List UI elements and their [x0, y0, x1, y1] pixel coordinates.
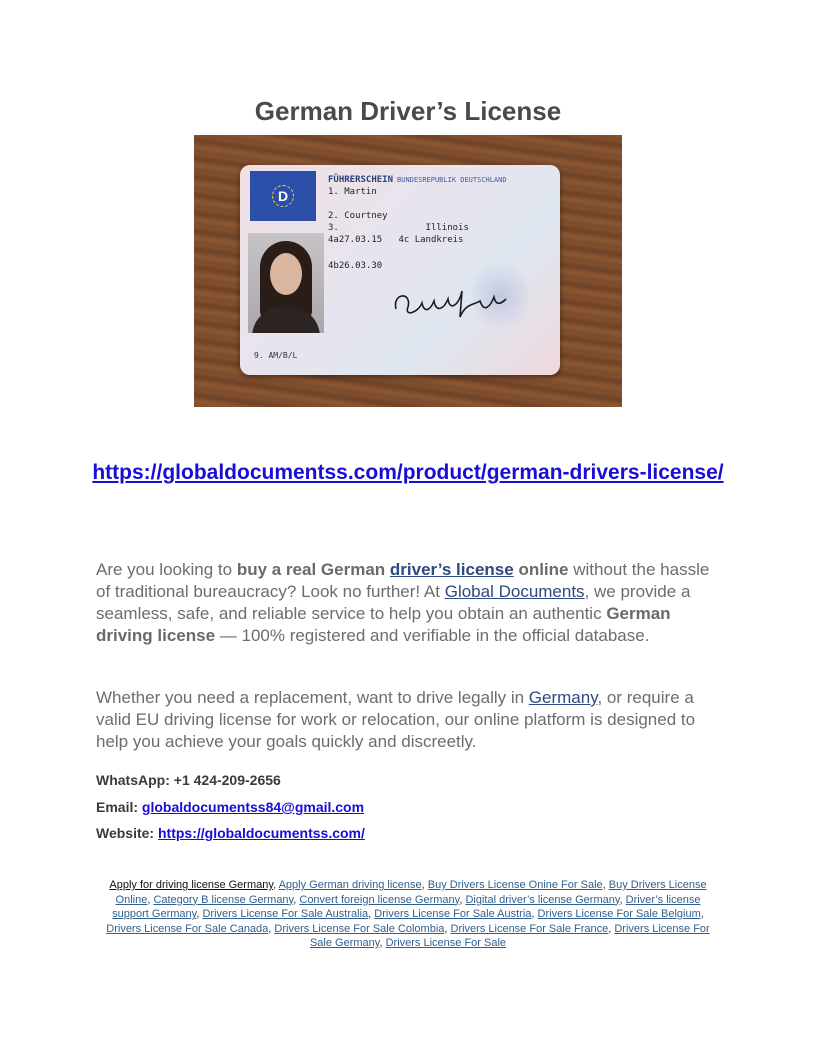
intro-text-4: — 100% registered and verifiable in the official database. [215, 626, 650, 645]
product-link[interactable]: https://globaldocumentss.com/product/german-drivers-license/ [92, 461, 724, 484]
tag-link[interactable]: Drivers License For Sale Germany [309, 922, 710, 949]
country-letter: D [272, 185, 294, 207]
license-card [240, 165, 560, 375]
tag-separator: , [608, 922, 615, 935]
tag-separator: , [268, 922, 275, 935]
whatsapp-line [96, 772, 281, 788]
intro-bold-1: buy a real German [236, 560, 386, 579]
website-label: Website: [96, 825, 158, 841]
tag-separator: , [293, 893, 300, 906]
card-header-sub: BUNDESREPUBLIK DEUTSCHLAND [397, 176, 507, 184]
tag-link[interactable]: Buy Drivers License Onine For Sale [427, 879, 603, 891]
card-line-1: 1. Martin [328, 187, 377, 197]
card-category-code: 9. AM/B/L [254, 351, 298, 360]
whatsapp-label: WhatsApp: [96, 772, 174, 788]
card-line-2: 2. Courtney [328, 211, 388, 221]
license-photo [194, 135, 622, 407]
tag-link[interactable]: Buy Drivers License Online [115, 879, 707, 906]
card-header [328, 175, 507, 185]
tag-link[interactable]: Drivers License For Sale Australia [202, 908, 369, 920]
page-title: German Driver’s License [254, 96, 562, 126]
intro-text-1: Are you looking to [96, 560, 237, 579]
tag-separator: , [379, 937, 386, 949]
drivers-license-link[interactable]: driver’s license [389, 560, 514, 579]
second-text-1: Whether you need a replacement, want to drive legally in [96, 688, 529, 707]
tag-link[interactable]: Driver’s license support Germany [112, 893, 701, 920]
tag-link[interactable]: Digital driver’s license Germany [465, 893, 620, 906]
tag-separator: , [421, 879, 428, 891]
tag-link[interactable]: Drivers License For Sale Belgium [537, 908, 701, 920]
email-link[interactable]: globaldocumentss84@gmail.com [141, 799, 365, 815]
website-line [96, 825, 365, 841]
tag-separator: , [459, 893, 466, 906]
tag-separator: , [700, 908, 704, 920]
tag-separator: , [273, 879, 279, 891]
tag-separator: , [147, 893, 154, 906]
card-line-4: 4a27.03.15 4c Landkreis [328, 235, 464, 245]
card-line-5: 4b26.03.30 [328, 261, 383, 271]
tag-link[interactable]: Drivers License For Sale Austria [374, 908, 532, 920]
card-header-title: FÜHRERSCHEIN [328, 175, 394, 185]
tag-separator: , [444, 922, 451, 935]
tag-separator: , [619, 893, 626, 906]
tag-separator: , [196, 908, 203, 920]
email-line [96, 799, 364, 815]
second-text-2: , or require a valid EU driving license for work or relocation, our online platform is designed to help you achieve your goals quickly and discreetly. [96, 688, 696, 751]
intro-paragraph [96, 559, 721, 647]
tag-link[interactable]: Drivers License For Sale [385, 937, 507, 949]
second-paragraph [96, 687, 721, 753]
portrait-photo [248, 233, 324, 333]
tag-link[interactable]: Drivers License For Sale Colombia [274, 922, 445, 935]
tag-link[interactable]: Convert foreign license Germany [299, 893, 460, 906]
tag-separator: , [368, 908, 375, 920]
tag-separator: , [531, 908, 538, 920]
tag-link[interactable]: Apply for driving license Germany [109, 879, 274, 891]
tag-link[interactable]: Apply German driving license [278, 879, 422, 891]
eu-flag-icon [250, 171, 316, 221]
intro-bold-2: online [518, 560, 569, 579]
email-label: Email: [96, 799, 142, 815]
intro-text-2: without the hassle of traditional bureaucracy? Look no further! At [96, 560, 710, 601]
intro-text-3: , we provide a seamless, safe, and reliable service to help you obtain an authentic [96, 582, 691, 623]
tag-list [96, 878, 720, 951]
tag-link[interactable]: Drivers License For Sale Canada [106, 922, 269, 935]
tag-link[interactable]: Drivers License For Sale France [450, 922, 609, 935]
card-line-3: 3. Illinois [328, 223, 469, 233]
tag-link[interactable]: Category B license Germany [153, 893, 294, 906]
global-documents-link[interactable]: Global Documents [444, 582, 585, 601]
website-link[interactable]: https://globaldocumentss.com/ [157, 825, 365, 841]
signature [390, 283, 510, 323]
whatsapp-number: +1 424-209-2656 [173, 772, 281, 788]
germany-link[interactable]: Germany [528, 688, 598, 707]
tag-separator: , [602, 879, 609, 891]
intro-bold-3: German driving license [96, 604, 671, 645]
